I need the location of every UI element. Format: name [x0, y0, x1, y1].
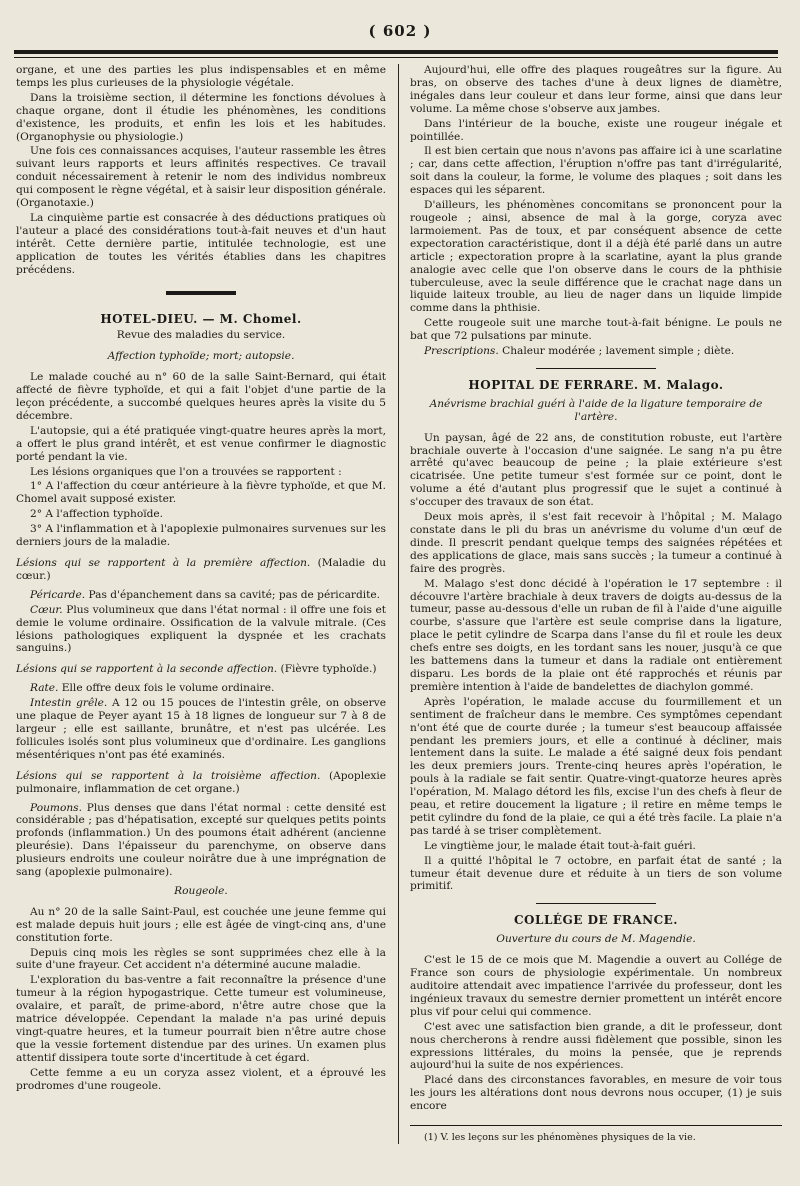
right-column [410, 64, 782, 1147]
section-separator [166, 291, 236, 295]
lesion-heading-italic: Lésions qui se rapportent à la seconde affection. [16, 663, 278, 676]
ferrare-paragraph: Un paysan, âgé de 22 ans, de constitution robuste, eut l'artère brachiale ouverte à l'occasion d'une saignée. Le sang n'a pu être arrêté qu'avec beaucoup de peine ; la plaie extérieure s'est cicatrisée. Une petite tumeur s'est formée sur ce point, dont le volume a été d'autant plus progressif que le sujet a continué à s'occuper des travaux de son état. [410, 431, 782, 509]
organ-text: Elle offre deux fois le volume ordinaire. [58, 682, 275, 695]
rougeole-paragraph: Il est bien certain que nous n'avons pas affaire ici à une scarlatine ; car, dans cette affection, l'éruption n'offre pas tant d'irrégularité, soit dans la couleur, la forme, le volume des plaques ; soit dans les espaces qui les séparent. [410, 145, 782, 197]
lesion-heading-italic: Lésions qui se rapportent à la troisième affection. [16, 769, 321, 782]
case-paragraph: 3° A l'inflammation et à l'apoplexie pulmonaires survenues sur les derniers jours de la maladie. [16, 523, 386, 549]
ferrare-paragraph: Deux mois après, il s'est fait recevoir à l'hôpital ; M. Malago constate dans le pli du bras un anévrisme du volume d'un œuf de dinde. Il prescrit pendant quelque temps des saignées répétées et des applications de glace, mais sans succès ; la tumeur a continué à faire des progrès. [410, 511, 782, 575]
intro-paragraph: Une fois ces connaissances acquises, l'auteur rassemble les êtres suivant leurs rapports et leurs affinités respectives. Ce travail conduit nécessairement à retenir le nom des individus nombreux qui composent le règne végétal, et à saisir leur disposition générale. (Organotaxie.) [16, 145, 386, 210]
organ-label: Poumons. [30, 801, 82, 814]
rougeole-paragraph: Cette rougeole suit une marche tout-à-fait bénigne. Le pouls ne bat que 72 pulsations par minute. [410, 317, 782, 343]
lesion-paragraph [16, 802, 386, 879]
hotel-dieu-title: HOTEL-DIEU. — M. Chomel. [100, 311, 302, 326]
lesion-heading [16, 770, 386, 796]
lesion-heading [16, 557, 386, 583]
lesion-heading-plain: (Apoplexie pulmonaire, inflammation de cet organe.) [16, 769, 386, 795]
lesion-paragraph [16, 589, 386, 602]
column-divider [398, 64, 399, 1144]
prescriptions-paragraph [410, 345, 782, 358]
organ-label: Péricarde. [30, 588, 86, 601]
ferrare-paragraph: Il a quitté l'hôpital le 7 octobre, en parfait état de santé ; la tumeur était devenue dure et réduite à un tiers de son volume primitif. [410, 854, 782, 893]
lesion-paragraph [16, 697, 386, 762]
rougeole-paragraph: Depuis cinq mois les règles se sont supprimées chez elle à la suite d'une frayeur. Cet accident n'a déterminé aucune maladie. [16, 946, 386, 972]
rougeole-paragraph: Dans l'intérieur de la bouche, existe une rougeur inégale et pointillée. [410, 117, 782, 143]
organ-text: Plus denses que dans l'état normal : cette densité est considérable ; pas d'hépatisation, excepté sur quelques petits points profonds (inflammation.) Un des poumons était adhérent (ancienne pleurésie). Dans l'épaisseur du parenchyme, on observe dans plusieurs endroits une couleur noirâtre due à une imprégnation de sang (apoplexie pulmonaire). [16, 801, 386, 879]
case-paragraph: Le malade couché au n° 60 de la salle Saint-Bernard, qui était affecté de fièvre typhoïde, et qui a fait l'objet d'une partie de la leçon précédente, a succombé quelques heures après la visite du 5 décembre. [16, 371, 386, 422]
header-rule-thin [14, 57, 778, 58]
case-paragraph: L'autopsie, qui a été pratiquée vingt-quatre heures après la mort, a offert le plus grand intérêt, et est venue confirmer le diagnostic porté pendant la vie. [16, 424, 386, 463]
lesion-heading-italic: Lésions qui se rapportent à la première affection. [16, 557, 311, 569]
intro-paragraph: organe, et une des parties les plus indispensables et en même temps les plus curieuses de la physiologie végétale. [16, 64, 386, 89]
college-subtitle: Ouverture du cours de M. Magendie. [496, 933, 696, 946]
college-title: COLLÉGE DE FRANCE. [514, 913, 678, 928]
ferrare-subtitle: Anévrisme brachial guéri à l'aide de la ligature temporaire de l'artère. [429, 397, 763, 423]
left-column [16, 64, 386, 1095]
ferrare-paragraph: M. Malago s'est donc décidé à l'opération le 17 septembre : il découvre l'artère brachiale à deux travers de doigts au-dessus de la tumeur, passe au-dessous d'elle un ruban de fil à l'aide d'une aiguille courbe, s'assure que l'artère est seule comprise dans la ligature, place le petit cylindre de Scarpa dans l'anse du fil et roule les deux chefs entre ses doigts, en les tordant sans les nouer, jusqu'à ce que les battemens dans la tumeur et dans la radiale ont entièrement disparu. Les bords de la plaie ont été rapprochés et réunis par première intention à l'aide de bandelettes de diachylon gommé. [410, 577, 782, 693]
college-paragraph: Placé dans des circonstances favorables, en mesure de voir tous les jours les altérations dont nous devrons nous occuper, (1) je suis encore [410, 1074, 782, 1113]
ferrare-paragraph: Le vingtième jour, le malade était tout-à-fait guéri. [424, 839, 696, 852]
intro-paragraph: La cinquième partie est consacrée à des déductions pratiques où l'auteur a placé des considérations tout-à-fait neuves et d'un haut intérêt. Cette dernière partie, intitulée technologie, est une application de toutes les vérités établies dans les chapitres précédens. [16, 211, 386, 276]
prescriptions-label: Prescriptions. [424, 345, 499, 358]
case-paragraph: 1° A l'affection du cœur antérieure à la fièvre typhoïde, et que M. Chomel avait supposé exister. [16, 480, 386, 506]
hotel-dieu-subtitle: Revue des maladies du service. [116, 329, 286, 342]
lesion-heading [16, 663, 386, 676]
rougeole-paragraph: L'exploration du bas-ventre a fait reconnaître la présence d'une tumeur à la région hypogastrique. Cette tumeur est volumineuse, ovalaire, et paraît, de prime-abord, n'être autre chose que la matrice développée. Cependant la malade n'a pas uriné depuis vingt-quatre heures, et la tumeur pourrait bien n'être autre chose que la vessie fortement distendue par des urines. Un examen plus attentif dissipera toute sorte d'incertitude à cet égard. [16, 974, 386, 1064]
organ-text: Pas d'épanchement dans sa cavité; pas de péricardite. [85, 588, 381, 601]
footnote: (1) V. les leçons sur les phénomènes physiques de la vie. [424, 1132, 696, 1144]
intro-paragraph: Dans la troisième section, il détermine les fonctions dévolues à chaque organe, dont il étudie les phénomènes, les conditions d'existence, les produits, et enfin les lois et les habitudes. (Organophysie ou physiologie.) [16, 91, 386, 143]
college-paragraph: C'est avec une satisfaction bien grande, a dit le professeur, dont nous chercherons à rendre aussi fidèlement que possible, sinon les expressions littérales, du moins la pensée, que je reprends aujourd'hui la suite de nos expériences. [410, 1020, 782, 1072]
rougeole-paragraph: D'ailleurs, les phénomènes concomitans se prononcent pour la rougeole ; ainsi, absence de mal à la gorge, coryza avec larmoiement. Pas de toux, et par conséquent absence de cette expectoration caractéristique, dont il a déjà été parlé dans un autre article ; expectoration propre à la scarlatine, ayant la plus grande analogie avec celle que l'on observe dans le cours de la phthisie tuberculeuse, avec la seule différence que le crachat nage dans un liquide laiteux trouble, au lieu de nager dans un liquide limpide comme dans la phthisie. [410, 199, 782, 315]
case-paragraph: 2° A l'affection typhoïde. [30, 508, 164, 521]
college-paragraph: C'est le 15 de ce mois que M. Magendie a ouvert au Collége de France son cours de physiologie expérimentale. Un nombreux auditoire attendait avec impatience l'arrivée du professeur, dont les ingénieux travaux du semestre dernier promettent un intérêt encore plus vif pour celui qui commence. [410, 954, 782, 1018]
case-paragraph: Les lésions organiques que l'on a trouvées se rapportent : [30, 465, 342, 478]
prescriptions-text: Chaleur modérée ; lavement simple ; diète. [498, 345, 735, 358]
lesion-heading-plain: (Maladie du cœur.) [16, 557, 387, 582]
rougeole-paragraph: Aujourd'hui, elle offre des plaques rougeâtres sur la figure. Au bras, on observe des taches d'une à deux lignes de diamètre, inégales dans leur couleur et dans leur forme, ainsi que dans leur volume. La même chose s'observe aux jambes. [410, 64, 782, 115]
rougeole-paragraph: Au n° 20 de la salle Saint-Paul, est couchée une jeune femme qui est malade depuis huit jours ; elle est âgée de vingt-cinq ans, d'une constitution forte. [16, 905, 386, 944]
lesion-paragraph [16, 604, 386, 656]
lesion-heading-plain: (Fièvre typhoïde.) [277, 663, 377, 676]
organ-label: Rate. [30, 682, 59, 695]
lesion-paragraph [16, 682, 386, 695]
section-separator [536, 368, 656, 369]
header-rule [14, 50, 778, 54]
footnote-rule [410, 1125, 782, 1126]
organ-text: Plus volumineux que dans l'état normal : il offre une fois et demie le volume ordinaire. Ossification de la valvule mitrale. (Ces lésions pathologiques expliquent la dyspnée et les crachats sanguins.) [16, 603, 386, 655]
case-title: Affection typhoïde; mort; autopsie. [107, 350, 295, 363]
ferrare-title: HOPITAL DE FERRARE. M. Malago. [468, 377, 724, 392]
organ-text: A 12 ou 15 pouces de l'intestin grêle, on observe une plaque de Peyer ayant 15 à 18 lignes de longueur sur 7 à 8 de largeur ; elle est saillante, brunâtre, et n'est pas ulcérée. Les follicules isolés sont plus volumineux que d'ordinaire. Les ganglions mésentériques n'ont pas été examinés. [16, 697, 387, 761]
organ-label: Intestin grêle. [30, 697, 108, 710]
rougeole-title: Rougeole. [174, 884, 228, 897]
page-number: ( 602 ) [368, 22, 432, 40]
section-separator [536, 903, 656, 904]
organ-label: Cœur. [30, 603, 63, 616]
rougeole-paragraph: Cette femme a eu un coryza assez violent, et a éprouvé les prodromes d'une rougeole. [16, 1066, 386, 1092]
ferrare-paragraph: Après l'opération, le malade accuse du fourmillement et un sentiment de fraîcheur dans le membre. Ces symptômes cependant n'ont été que de courte durée ; la tumeur s'est beaucoup affaissée pendant les premiers jours, et elle a continué à décliner, mais lentement dans la suite. Le malade a été saigné deux fois pendant les deux premiers jours. Trente-cinq heures après l'opération, le pouls à la radiale se fait sentir. Quatre-vingt-quatorze heures après l'opération, M. Malago détord les fils, excise l'un des chefs à fleur de peau, et retire doucement la ligature ; il retire en même temps le petit cylindre du fond de la plaie, ce qui a été très facile. La plaie n'a pas tardé à se triser complètement. [410, 695, 782, 837]
